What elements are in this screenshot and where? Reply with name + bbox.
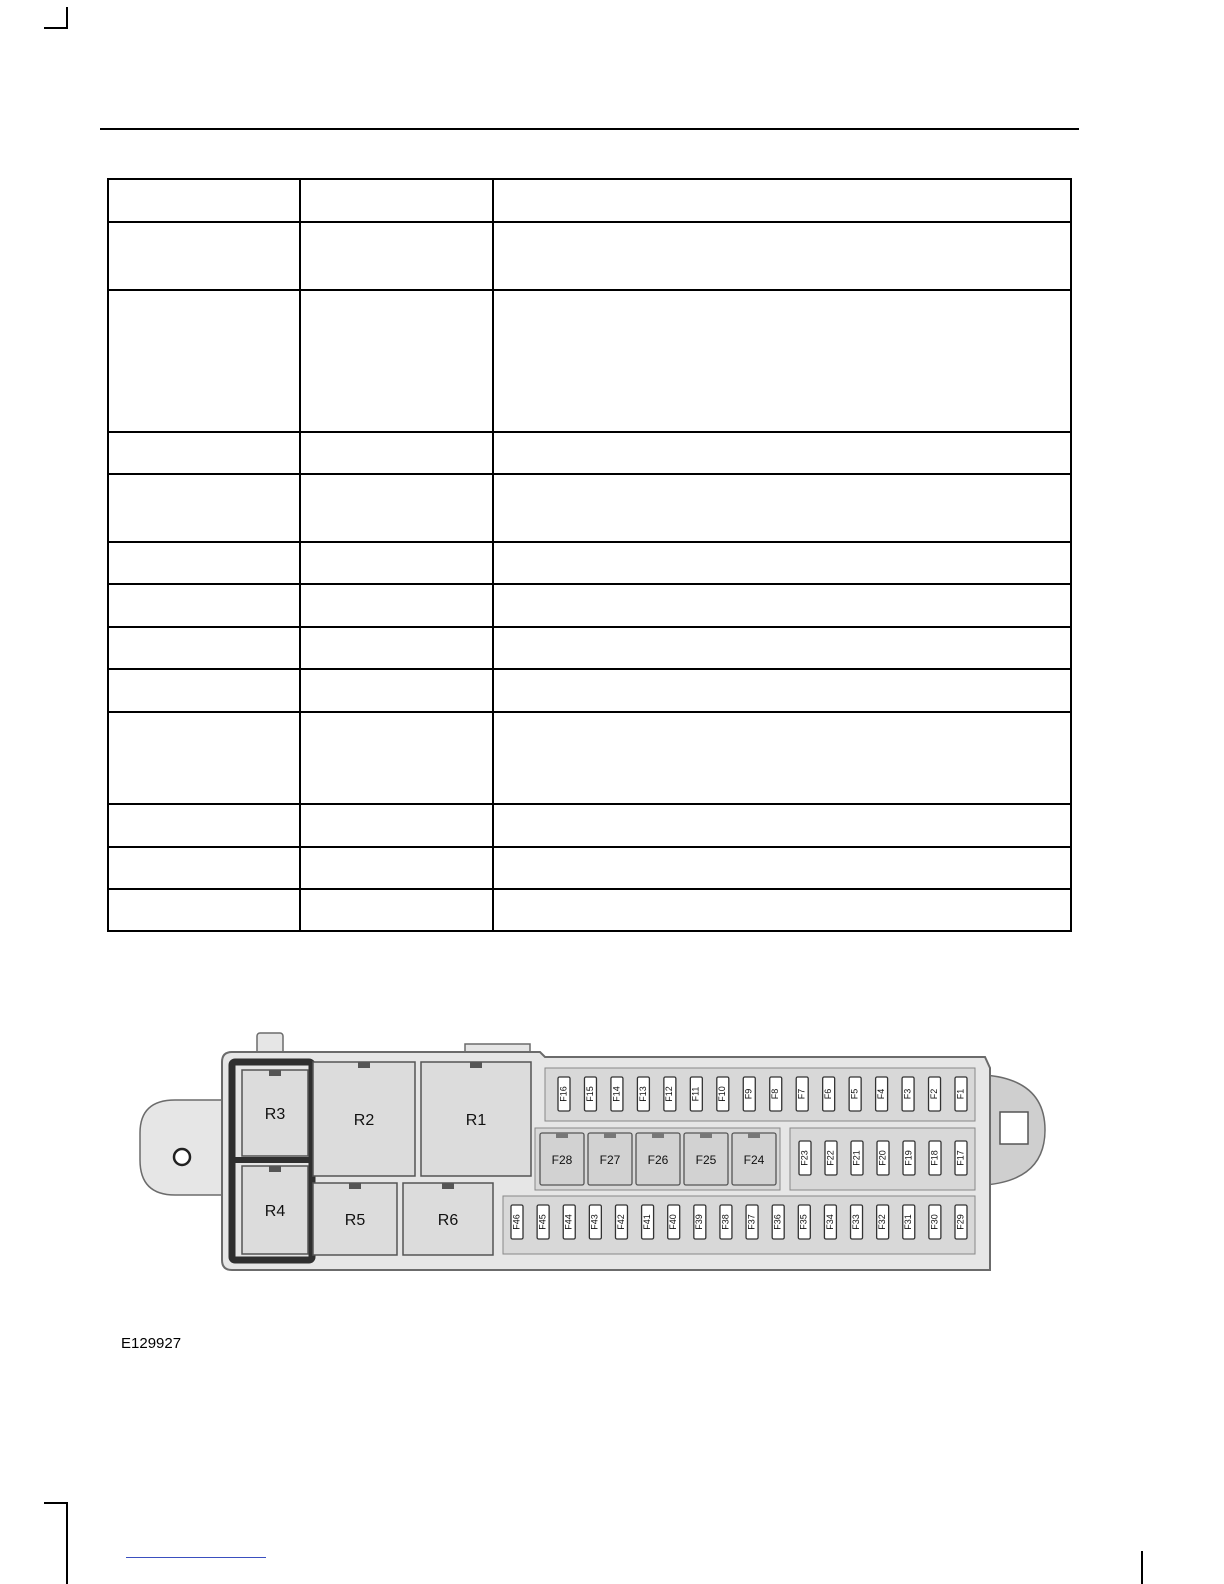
table-cell bbox=[493, 542, 1071, 584]
table-row bbox=[108, 290, 1071, 432]
fuse-label: F43 bbox=[589, 1214, 600, 1230]
table-row bbox=[108, 474, 1071, 542]
table-cell bbox=[108, 474, 300, 542]
table-cell bbox=[108, 889, 300, 931]
figure-code: E129927 bbox=[121, 1335, 182, 1352]
table-cell bbox=[300, 669, 493, 712]
fuse-label: F25 bbox=[695, 1153, 717, 1167]
table-cell bbox=[300, 889, 493, 931]
footer-link-underline[interactable] bbox=[126, 1557, 266, 1558]
table-row bbox=[108, 804, 1071, 847]
table-cell bbox=[493, 584, 1071, 627]
table-row bbox=[108, 542, 1071, 584]
fuse-tab bbox=[748, 1133, 760, 1138]
fuse-label: F2 bbox=[928, 1088, 939, 1100]
table-cell bbox=[108, 290, 300, 432]
table-cell bbox=[493, 179, 1071, 222]
crop-mark-top-left-vertical bbox=[66, 7, 68, 28]
fuse-label: F35 bbox=[798, 1214, 809, 1230]
table-cell bbox=[493, 804, 1071, 847]
fuse-label: F39 bbox=[694, 1214, 705, 1230]
table-cell bbox=[493, 669, 1071, 712]
fuse-label: F15 bbox=[584, 1086, 595, 1102]
table-cell bbox=[493, 847, 1071, 889]
table-cell bbox=[300, 222, 493, 290]
fuse-tab bbox=[604, 1133, 616, 1138]
fuse-label: F4 bbox=[875, 1088, 886, 1100]
fuse-label: F13 bbox=[637, 1086, 648, 1102]
fuse-label: F14 bbox=[611, 1086, 622, 1102]
fuse-label: F1 bbox=[955, 1088, 966, 1100]
table-row bbox=[108, 432, 1071, 474]
relay-tab bbox=[358, 1062, 370, 1068]
table-cell bbox=[493, 222, 1071, 290]
fuse-label: F22 bbox=[825, 1150, 836, 1166]
fuse-label: F9 bbox=[743, 1088, 754, 1100]
fuse-label: F42 bbox=[615, 1214, 626, 1230]
fuse-label: F40 bbox=[668, 1214, 679, 1230]
fuse-label: F6 bbox=[823, 1088, 834, 1100]
table-cell bbox=[300, 627, 493, 669]
fuse-label: F21 bbox=[851, 1150, 862, 1166]
fuse-label: F5 bbox=[849, 1088, 860, 1100]
fuse-label: F34 bbox=[824, 1214, 835, 1230]
fuse-label: F37 bbox=[746, 1214, 757, 1230]
table-cell bbox=[108, 627, 300, 669]
fuse-label: F3 bbox=[902, 1088, 913, 1100]
table-cell bbox=[108, 669, 300, 712]
table-cell bbox=[108, 804, 300, 847]
fuse-label: F36 bbox=[772, 1214, 783, 1230]
mounting-tab bbox=[140, 1100, 232, 1195]
fuse-tab bbox=[652, 1133, 664, 1138]
table-cell bbox=[493, 712, 1071, 804]
fuse-label: F38 bbox=[720, 1214, 731, 1230]
table-row bbox=[108, 712, 1071, 804]
table-cell bbox=[493, 290, 1071, 432]
fuse-label: F23 bbox=[799, 1150, 810, 1166]
fuse-label: F26 bbox=[647, 1153, 669, 1167]
fuse-label: F11 bbox=[690, 1086, 701, 1102]
table-row bbox=[108, 222, 1071, 290]
table-cell bbox=[108, 222, 300, 290]
fuse-label: F16 bbox=[558, 1086, 569, 1102]
fuse-label: F44 bbox=[563, 1214, 574, 1230]
table-cell bbox=[493, 627, 1071, 669]
connector-window bbox=[1000, 1112, 1028, 1144]
relay-tab bbox=[269, 1166, 281, 1172]
crop-mark-bottom-left-horizontal bbox=[44, 1502, 68, 1504]
table-cell bbox=[493, 474, 1071, 542]
fuse-tab bbox=[700, 1133, 712, 1138]
fuse-box-diagram bbox=[130, 1025, 1060, 1285]
fuse-label: F32 bbox=[877, 1214, 888, 1230]
fuse-tab bbox=[556, 1133, 568, 1138]
table-cell bbox=[108, 847, 300, 889]
relay-tab bbox=[349, 1183, 361, 1189]
table-cell bbox=[300, 542, 493, 584]
fuse-label: F17 bbox=[955, 1150, 966, 1166]
relay-tab bbox=[442, 1183, 454, 1189]
crop-mark-top-left-horizontal bbox=[44, 27, 68, 29]
table-cell bbox=[300, 179, 493, 222]
relay-label: R2 bbox=[353, 1112, 375, 1129]
relay-tab bbox=[269, 1070, 281, 1076]
crop-mark-bottom-right bbox=[1141, 1551, 1143, 1584]
header-rule bbox=[100, 128, 1079, 130]
fuse-label: F7 bbox=[796, 1088, 807, 1100]
fuse-label: F33 bbox=[850, 1214, 861, 1230]
relay-tab bbox=[470, 1062, 482, 1068]
fuse-table bbox=[107, 178, 1072, 932]
table-cell bbox=[300, 804, 493, 847]
table-cell bbox=[108, 584, 300, 627]
table-row bbox=[108, 847, 1071, 889]
table-cell bbox=[108, 542, 300, 584]
table-cell bbox=[108, 432, 300, 474]
fuse-label: F12 bbox=[664, 1086, 675, 1102]
table-cell bbox=[300, 584, 493, 627]
mounting-hole bbox=[174, 1149, 190, 1165]
relay-label: R3 bbox=[264, 1106, 286, 1123]
fuse-label: F31 bbox=[903, 1214, 914, 1230]
table-row bbox=[108, 889, 1071, 931]
table-cell bbox=[300, 432, 493, 474]
table-row bbox=[108, 179, 1071, 222]
table-row bbox=[108, 584, 1071, 627]
relay-label: R4 bbox=[264, 1203, 286, 1220]
table-row bbox=[108, 627, 1071, 669]
table-cell bbox=[108, 179, 300, 222]
fuse-label: F27 bbox=[599, 1153, 621, 1167]
fuse-label: F8 bbox=[770, 1088, 781, 1100]
table-cell bbox=[108, 712, 300, 804]
fuse-label: F10 bbox=[717, 1086, 728, 1102]
fuse-label: F24 bbox=[743, 1153, 765, 1167]
relay-label: R1 bbox=[465, 1112, 487, 1129]
fuse-label: F20 bbox=[877, 1150, 888, 1166]
fuse-label: F46 bbox=[511, 1214, 522, 1230]
table-row bbox=[108, 669, 1071, 712]
relay-label: R6 bbox=[437, 1212, 459, 1229]
fuse-label: F41 bbox=[641, 1214, 652, 1230]
fuse-label: F18 bbox=[929, 1150, 940, 1166]
table-cell bbox=[493, 889, 1071, 931]
crop-mark-bottom-left-vertical bbox=[66, 1502, 68, 1584]
fuse-label: F29 bbox=[955, 1214, 966, 1230]
table-cell bbox=[300, 290, 493, 432]
fuse-label: F28 bbox=[551, 1153, 573, 1167]
fuse-label: F45 bbox=[537, 1214, 548, 1230]
table-cell bbox=[493, 432, 1071, 474]
relay-label: R5 bbox=[344, 1212, 366, 1229]
table-cell bbox=[300, 847, 493, 889]
table-cell bbox=[300, 474, 493, 542]
table-cell bbox=[300, 712, 493, 804]
fuse-label: F19 bbox=[903, 1150, 914, 1166]
fuse-label: F30 bbox=[929, 1214, 940, 1230]
